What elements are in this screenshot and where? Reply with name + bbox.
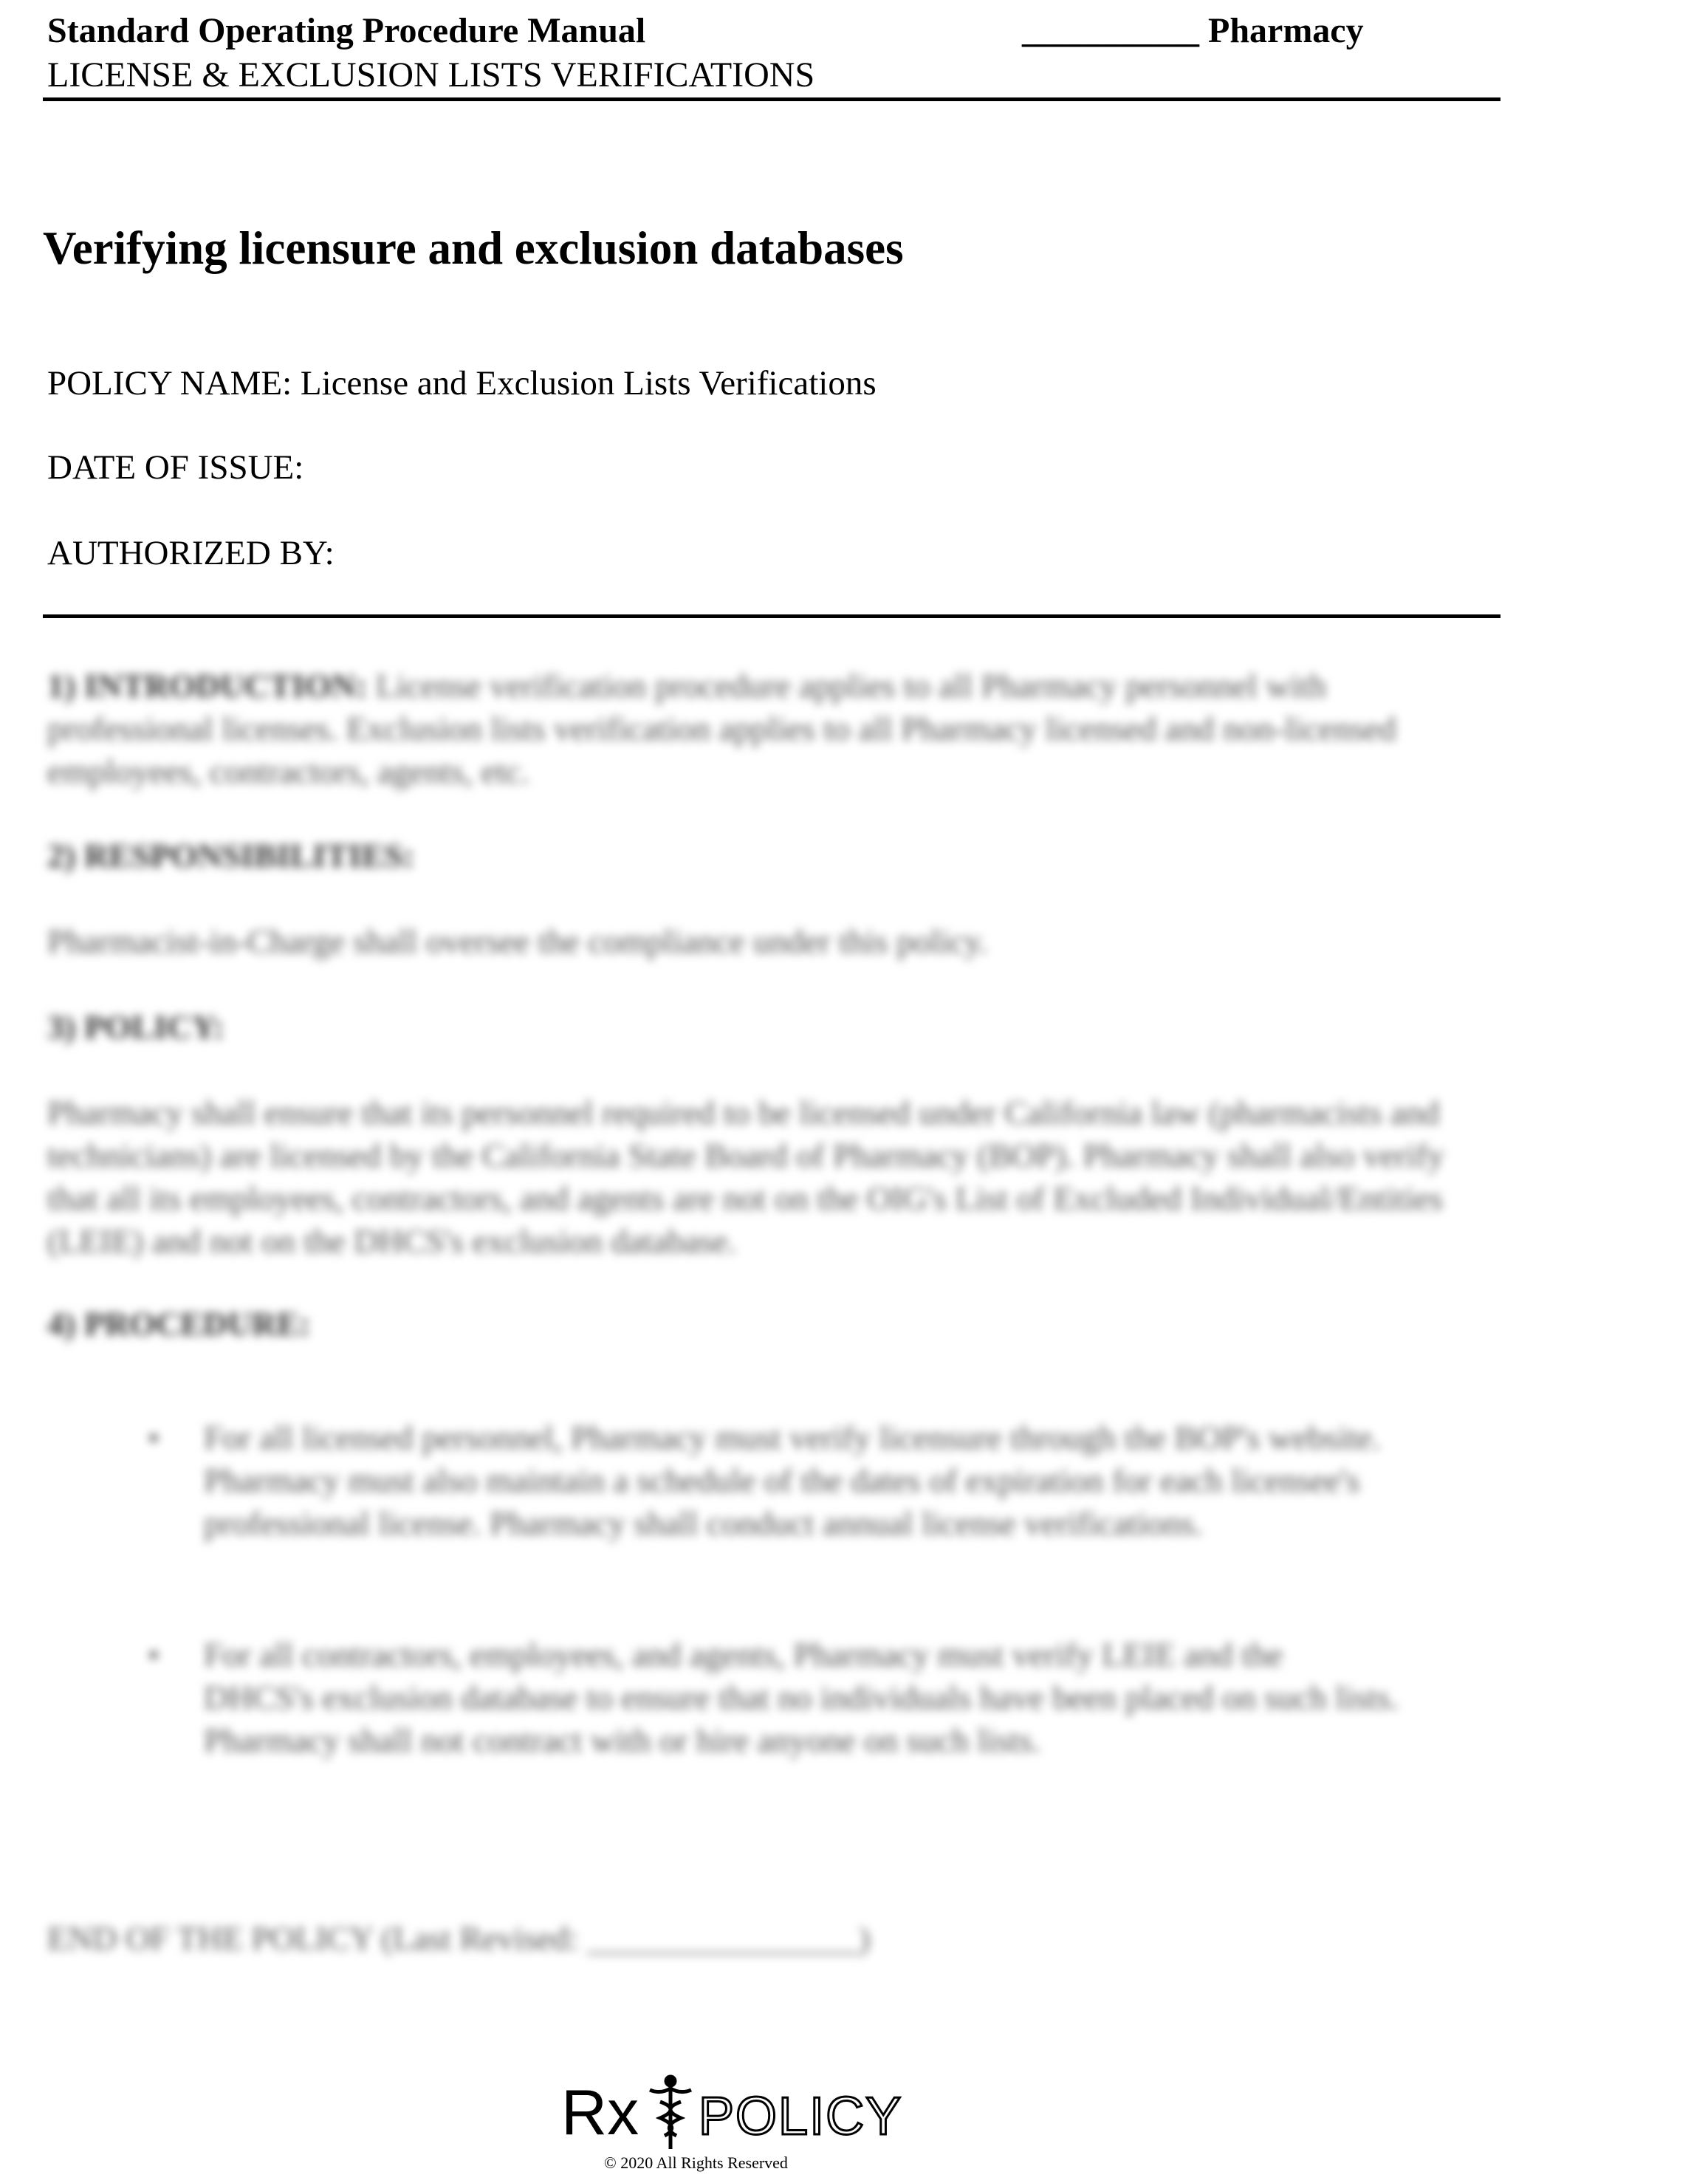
procedure-heading (47, 1303, 1450, 1346)
copyright-text: © 2020 All Rights Reserved (604, 2153, 788, 2172)
pharmacy-label: __________ Pharmacy (1022, 11, 1364, 50)
policy-name-field: POLICY NAME: License and Exclusion Lists Verifications (47, 364, 877, 402)
policy-heading (47, 1006, 1450, 1049)
procedure-heading-text: 4) PROCEDURE: (47, 1305, 311, 1343)
section-title: LICENSE & EXCLUSION LISTS VERIFICATIONS (47, 55, 815, 95)
responsibilities-heading (47, 835, 1450, 877)
introduction-text: License verification procedure applies to all Pharmacy personnel with professional licenses. Exclusion lists verification applies to all Pharmacy licensed and non-licensed employees, contractors, agents, etc. (47, 667, 1396, 790)
document-title: Verifying licensure and exclusion databases (43, 222, 904, 274)
policy-heading-text: 3) POLICY: (47, 1008, 224, 1046)
logo-policy-text: POLICY (699, 2087, 903, 2146)
header-rule (43, 97, 1500, 101)
date-of-issue-field: DATE OF ISSUE: (47, 448, 304, 487)
authorized-by-field: AUTHORIZED BY: (47, 534, 335, 572)
bullet-text: For all contractors, employees, and agents, Pharmacy must verify LEIE and the DHCS's exclusion database to ensure that no individuals have been placed on such lists. Pharmacy shall not contract with or hire anyone on such lists. (204, 1636, 1399, 1759)
responsibilities-text: Pharmacist-in-Charge shall oversee the compliance under this policy. (47, 922, 988, 960)
end-of-policy-text: END OF THE POLICY (Last Revised: ________________) (47, 1919, 871, 1957)
manual-title: Standard Operating Procedure Manual (47, 11, 646, 50)
logo-rx-text: Rx (561, 2077, 639, 2148)
section-rule (43, 614, 1500, 618)
introduction-heading: 1) INTRODUCTION: (47, 667, 368, 705)
caduceus-icon (650, 2077, 691, 2149)
rxpolicy-logo (561, 2072, 903, 2176)
policy-text: Pharmacy shall ensure that its personnel required to be licensed under California law (pharmacists and technicians) are licensed by the California State Board of Pharmacy (BOP). Pharmacy shall also verify that all its employees, contractors, and agents are not on the OIG's List of Excluded Individual/Entities (LEIE) and not on the DHCS's exclusion database. (47, 1094, 1444, 1260)
bullet-text: For all licensed personnel, Pharmacy must verify licensure through the BOP's website. Pharmacy must also maintain a schedule of the dates of expiration for each licensee's professional license. Pharmacy shall conduct annual license verifications. (204, 1419, 1381, 1542)
responsibilities-heading-text: 2) RESPONSIBILITIES: (47, 837, 415, 874)
rxpolicy-logo-mark (561, 2072, 903, 2153)
introduction-section (47, 665, 1450, 793)
bullet-dot: • (148, 1636, 160, 1673)
bullet-dot: • (148, 1419, 160, 1456)
